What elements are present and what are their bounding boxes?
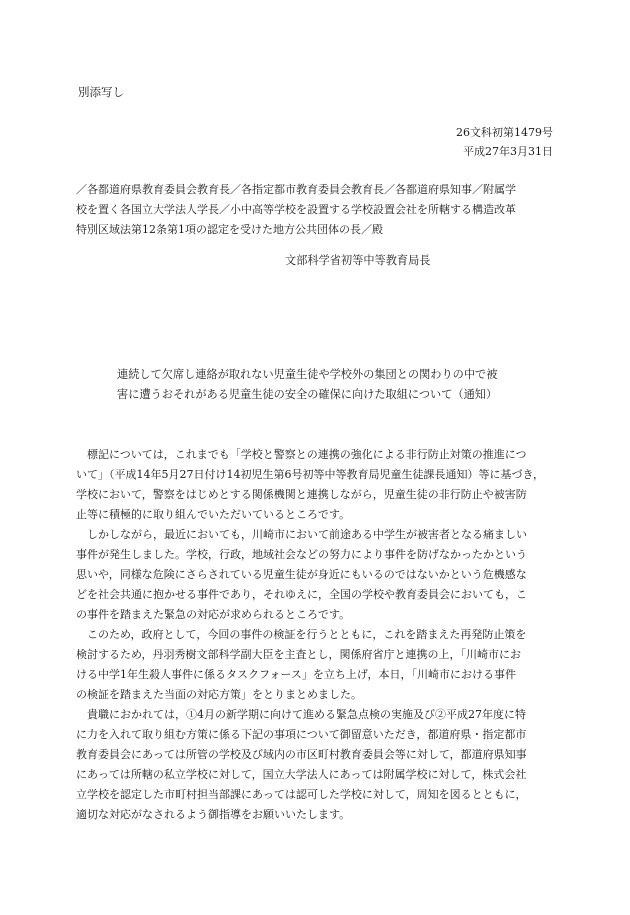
body-line: 事件が発生しました。学校，行政，地域社会などの努力により事件を防げなかったかという [76, 548, 527, 561]
body-line: 貴職におかれては，①4月の新学期に向けて進める緊急点検の実施及び②平成27年度に特 [76, 708, 526, 721]
subject-line: 連続して欠席し連絡が取れない児童生徒や学校外の集団との関わりの中で被 [117, 368, 498, 381]
body-line: どを社会共通に抱かせる事件であり，それゆえに，全国の学校や教育委員会においても，こ [76, 588, 527, 601]
body-line: 検討するため，丹羽秀樹文部科学副大臣を主査とし，関係府省庁と連携の上，「川崎市にお [76, 648, 522, 661]
body-line: ける中学1年生殺人事件に係るタスクフォース」を立ち上げ，本日，「川崎市における事件 [76, 668, 516, 681]
body-line: に力を入れて取り組む方策に係る下記の事項について御留意いただき，都道府県・指定都市 [76, 728, 527, 741]
addressee-line: ／各都道府県教育委員会教育長／各指定都市教育委員会教育長／各都道府県知事／附属学 [76, 183, 516, 196]
body-line: いて」（平成14年5月27日付け14初児生第6号初等中等教育局児童生徒課長通知）等に基づき， [76, 468, 545, 481]
body-line: の検証を踏まえた当面の対応方策」をとりまとめました。 [76, 688, 362, 701]
body-line: 学校において，警察をはじめとする関係機関と連携しながら，児童生徒の非行防止や被害防 [76, 488, 527, 501]
document-date: 平成27年3月31日 [463, 145, 553, 158]
body-line: このため，政府として，今回の事件の検証を行うとともに，これを踏まえた再発防止策を [76, 628, 527, 641]
sender: 文部科学省初等中等教育局長 [285, 254, 431, 267]
body-line: 教育委員会にあっては所管の学校及び域内の市区町村教育委員会等に対して，都道府県知事 [76, 748, 527, 761]
body-line: 適切な対応がなされるよう御指導をお願いいたします。 [76, 808, 351, 821]
subject-title [117, 365, 537, 405]
body-line: にあっては所轄の私立学校に対して，国立大学法人にあっては附属学校に対して，株式会社 [76, 768, 527, 781]
body-line: 標記については，これまでも「学校と警察との連携の強化による非行防止対策の推進につ [76, 448, 527, 461]
subject-line: 害に遭うおそれがある児童生徒の安全の確保に向けた取組について（通知） [117, 388, 498, 401]
body-text [76, 445, 556, 825]
copy-label: 別添写し [78, 85, 124, 99]
addressee-line: 校を置く各国立大学法人学長／小中高等学校を設置する学校設置会社を所轄する構造改革 [76, 203, 516, 216]
body-line: しかしながら，最近においても，川崎市において前途ある中学生が被害者となる痛ましい [76, 528, 527, 541]
body-line: 立学校を認定した市町村担当部課にあっては認可した学校に対して，周知を図るとともに， [76, 788, 527, 801]
document-number: 26文科初第1479号 [456, 126, 553, 139]
body-line: 止等に積極的に取り組んでいただいているところです。 [76, 508, 351, 521]
addressee-line: 特別区域法第12条第1項の認定を受けた地方公共団体の長／殿 [76, 223, 383, 236]
addressee-block [76, 180, 556, 240]
body-line: 思いや，同様な危険にさらされている児童生徒が身近にもいるのではないかという危機感な [76, 568, 527, 581]
body-line: の事件を踏まえた緊急の対応が求められるところです。 [76, 608, 351, 621]
